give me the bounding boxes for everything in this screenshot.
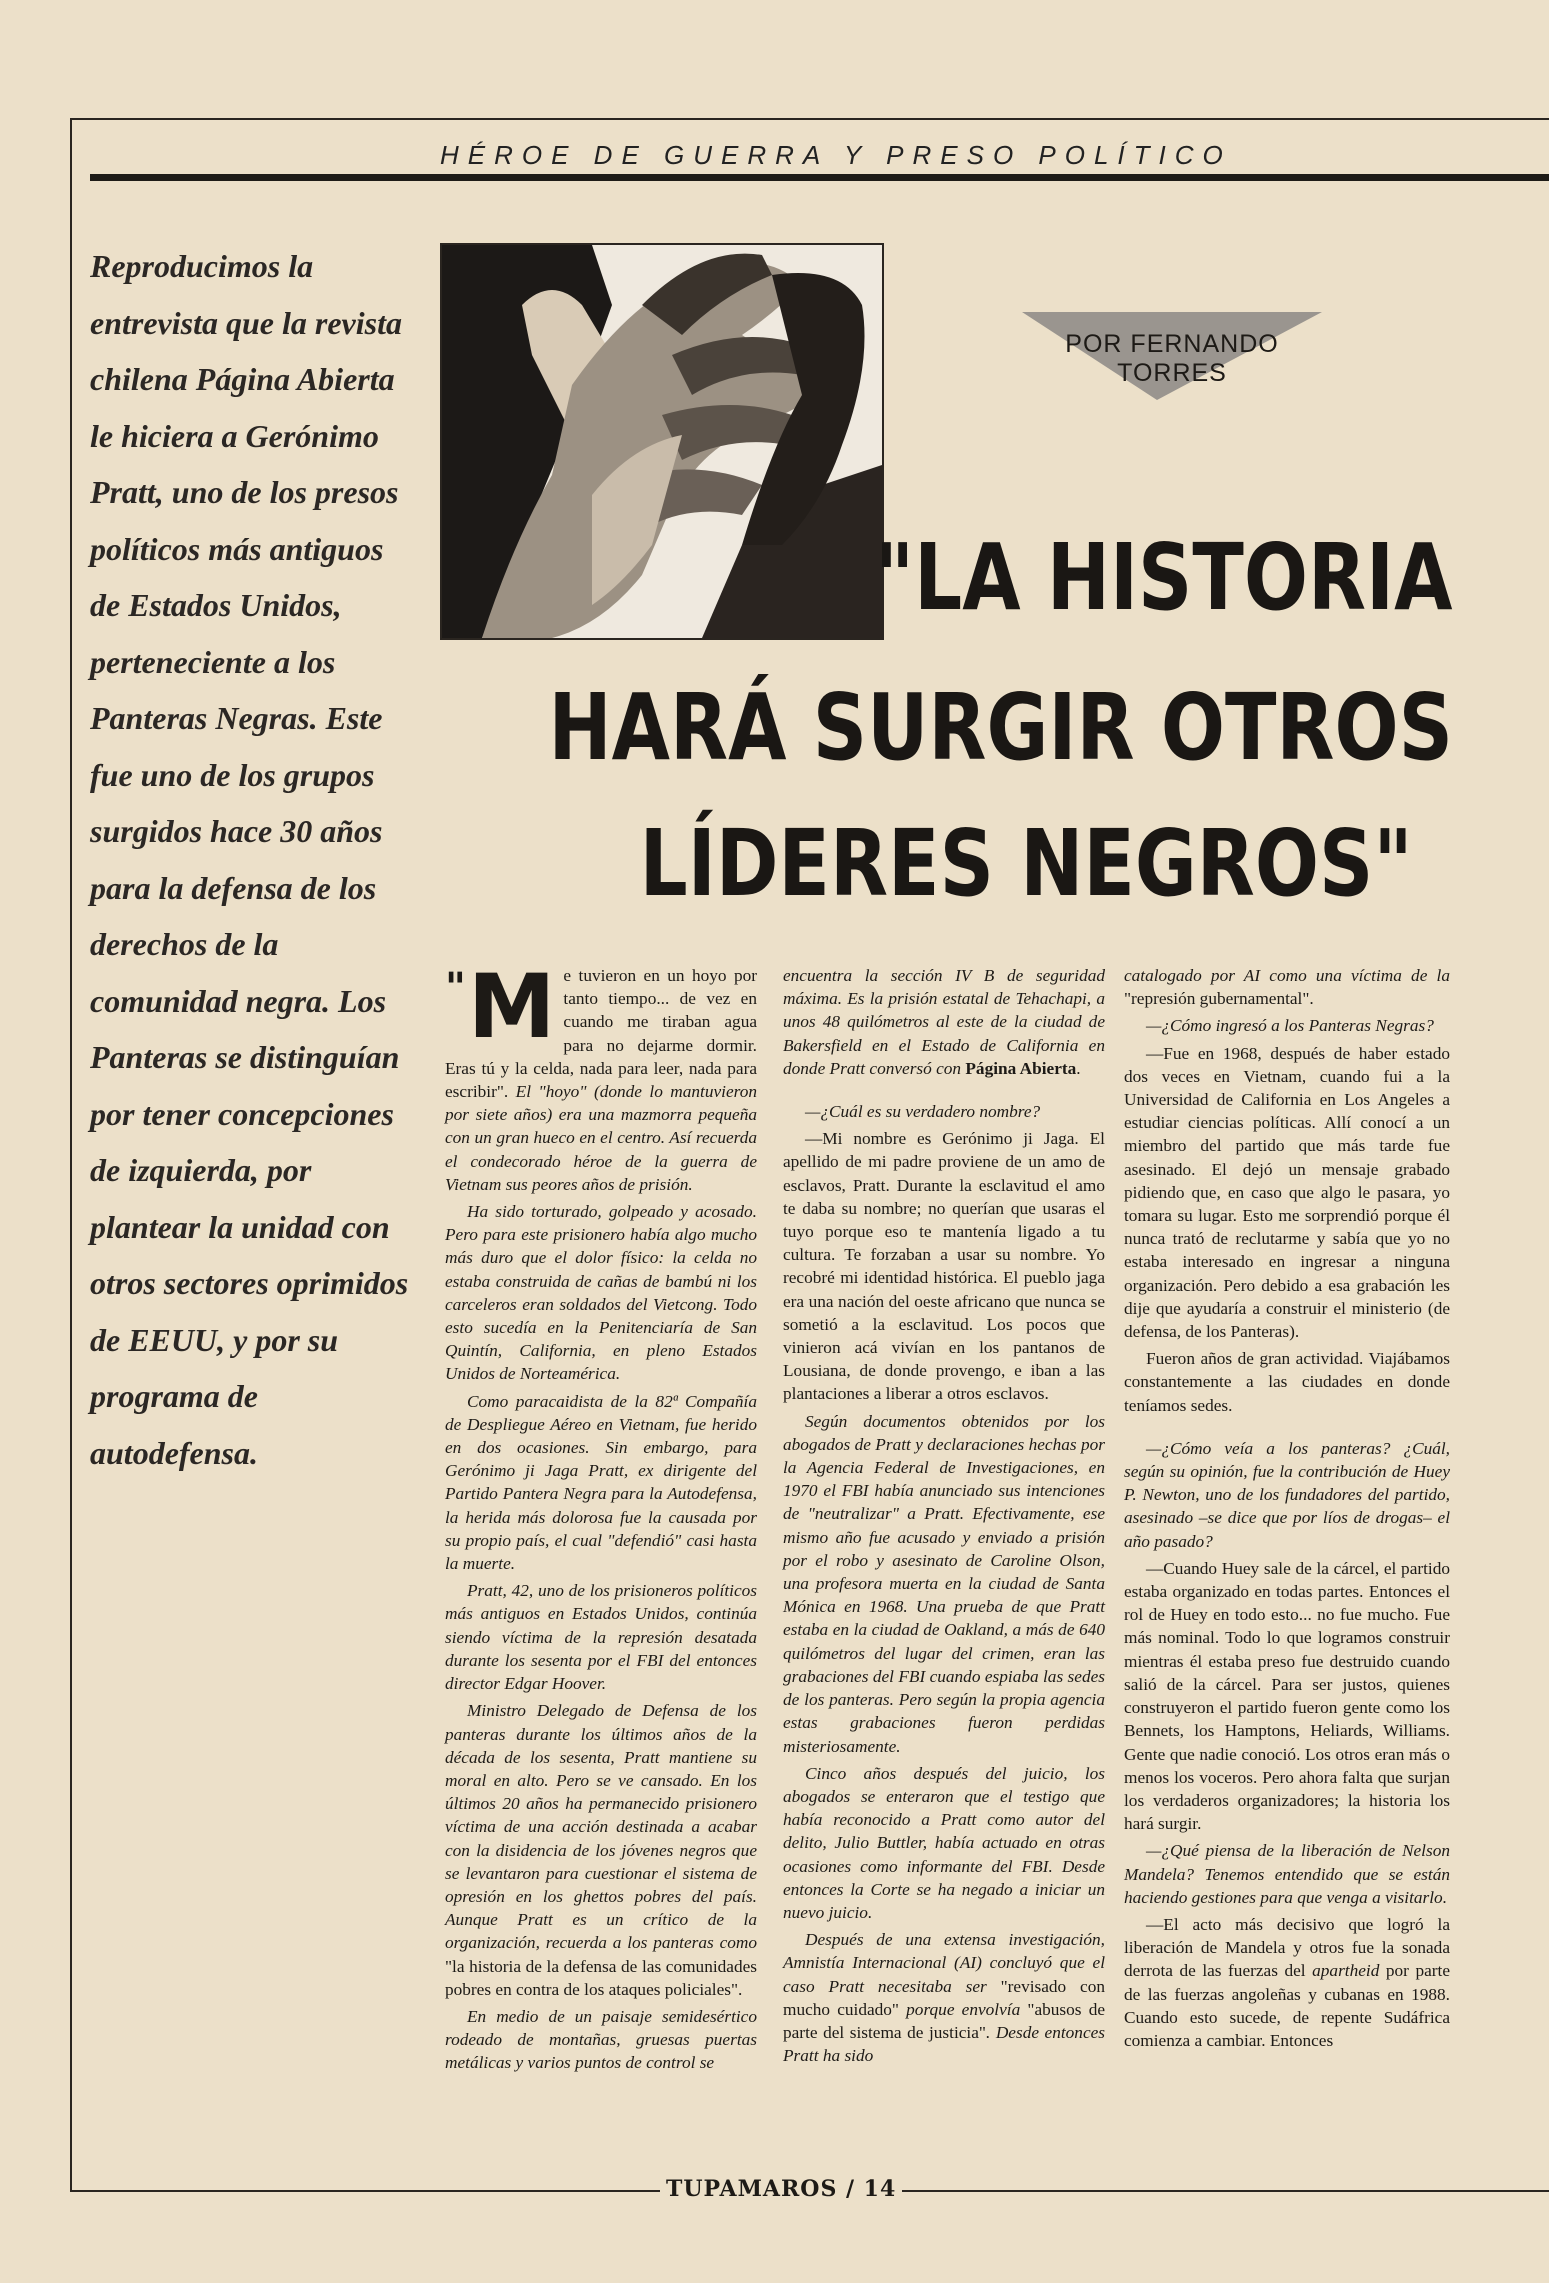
- interview-question: —¿Cuál es su verdadero nombre?: [805, 1102, 1041, 1122]
- headline-line-3: LÍDERES NEGROS": [640, 810, 1413, 917]
- article-paragraph: Según documentos obtenidos por los abogados de Pratt y declaraciones hechas por la Agencia Federal de Investigaciones, en 1970 el FBI había anunciado sus intenciones de "neutralizar" a Pratt. Efectivamente, ese mismo año fue acusado y enviado a prisión por el robo y asesinato de Caroline Olson, una profesora muerta en la ciudad de Santa Mónica en 1968. Una prueba de que Pratt estaba en la ciudad de Oakland, a más de 640 quilómetros del lugar del crimen, eran las grabaciones del FBI cuando espiaba las sedes de los panteras. Pero según la propia agencia estas grabaciones fueron perdidas misteriosamente.: [783, 1411, 1105, 1756]
- interview-question: —¿Cómo veía a los panteras? ¿Cuál, según su opinión, fue la contribución de Huey P. Newton, uno de los fundadores del partido, asesinado –se dice que por líos de drogas– el año pasado?: [1124, 1438, 1450, 1551]
- article-paragraph: Cinco años después del juicio, los abogados se enteraron que el testigo que había reconocido a Pratt como autor del delito, Julio Buttler, había actuado en otras ocasiones como informante del FBI. Desde entonces la Corte se ha negado a iniciar un nuevo juicio.: [783, 1763, 1105, 1922]
- article-column-1: [445, 955, 757, 2079]
- header-rule: [90, 174, 1549, 181]
- drop-cap: " M: [445, 955, 556, 1058]
- byline: POR FERNANDO TORRES: [1065, 330, 1279, 387]
- article-paragraph: " M e tuvieron en un hoyo por tanto tiempo... de vez en cuando me tiraban agua para no dejarme dormir. Eras tú y la celda, nada para leer, nada para escribir". El "hoyo" (donde lo mantuvieron por siete años) era una mazmorra pequeña con un gran hueco en el centro. Así recuerda el condecorado héroe de la guerra de Vietnam sus peores años de prisión.: [445, 955, 757, 1194]
- article-column-2: [783, 964, 1105, 2071]
- article-paragraph: Pratt, 42, uno de los prisioneros políticos más antiguos en Estados Unidos, continúa siendo víctima de la represión desatada durante los sesenta por el FBI del entonces director Edgar Hoover.: [445, 1581, 757, 1694]
- interview-answer: —El acto más decisivo que logró la liberación de Mandela y otros fue la sonada derrota de las fuerzas del apartheid por parte de las fuerzas angoleñas y cubanas en 1988. Cuando esto sucede, de repente Sudáfrica comienza a cambiar. Entonces: [1124, 1914, 1450, 2050]
- interview-question: —¿Qué piensa de la liberación de Nelson Mandela? Tenemos entendido que se están haciendo gestiones para que venga a visitarlo.: [1124, 1841, 1450, 1907]
- page-footer: TUPAMAROS / 14: [660, 2176, 902, 2202]
- headline-line-2: HARÁ SURGIR OTROS: [548, 674, 1453, 781]
- interview-answer: Fueron años de gran actividad. Viajábamos constantemente a las ciudades en donde teníamos sedes.: [1124, 1349, 1450, 1415]
- article-paragraph: Ha sido torturado, golpeado y acosado. Pero para este prisionero había algo mucho más duro que el dolor físico: la celda no estaba construida de cañas de bambú ni los carceleros eran soldados del Vietcong. Todo esto sucedía en la Penitenciaría de San Quintín, California, en pleno Estados Unidos de Norteamérica.: [445, 1202, 757, 1384]
- interview-answer: —Cuando Huey sale de la cárcel, el partido estaba organizado en todas partes. Entonces el rol de Huey en todo esto... no fue mucho. Fue más nominal. Todo lo que logramos construir mientras él estaba preso fue destruido cuando salió de la cárcel. Para ser justos, quienes construyeron el partido fueron gente como los Bennets, los Hamptons, Heliards, Williams. Gente que nadie conoció. Los otros eran más o menos los voceros. Pero ahora falta que surjan los verdaderos organizadores; la historia los hará surgir.: [1124, 1558, 1450, 1834]
- section-header: HÉROE DE GUERRA Y PRESO POLÍTICO: [440, 140, 1232, 170]
- article-paragraph: Después de una extensa investigación, Amnistía Internacional (AI) concluyó que el caso Pratt necesitaba ser "revisado con mucho cuidado" porque envolvía "abusos de parte del sistema de justicia". Desde entonces Pratt ha sido: [783, 1930, 1106, 2066]
- article-column-3: [1124, 964, 1450, 2056]
- article-paragraph: Ministro Delegado de Defensa de los panteras durante los últimos años de la década de los sesenta, Pratt mantiene su moral en alto. Pero se ve cansado. En los últimos 20 años ha permanecido prisionero víctima de una acción destinada a acabar con la disidencia de los jóvenes negros que se levantaron para cuestionar el sistema de opresión en los ghettos pobres del país. Aunque Pratt es un crítico de la organización, recuerda a los panteras como "la historia de la defensa de las comunidades pobres en contra de los ataques policiales".: [445, 1701, 757, 1999]
- clasped-hands-image: [442, 245, 882, 638]
- intro-text: Reproducimos la entrevista que la revista chilena Página Abierta le hiciera a Gerónimo Pratt, uno de los presos políticos más antiguos de Estados Unidos, perteneciente a los Panteras Negras. Este fue uno de los grupos surgidos hace 30 años para la defensa de los derechos de la comunidad negra. Los Panteras se distinguían por tener concepciones de izquierda, por plantear la unidad con otros sectores oprimidos de EEUU, y por su programa de autodefensa.: [90, 248, 409, 1471]
- interview-question: —¿Cómo ingresó a los Panteras Negras?: [1146, 1016, 1434, 1036]
- photo-clasped-hands: [440, 243, 884, 640]
- article-paragraph: En medio de un paisaje semidesértico rodeado de montañas, gruesas puertas metálicas y varios puntos de control se: [445, 2006, 757, 2073]
- article-paragraph: catalogado por AI como una víctima de la "represión gubernamental".: [1124, 966, 1450, 1009]
- headline-line-1: "LA HISTORIA: [875, 524, 1453, 631]
- interview-answer: —Mi nombre es Gerónimo ji Jaga. El apellido de mi padre proviene de un amo de esclavos, Pratt. Durante la esclavitud el amo te daba su nombre; no querían que usaras el tuyo porque eso te mantenía ligado a tu cultura. Te forzaban a usar su nombre. Yo recobré mi identidad histórica. El pueblo jaga era una nación del oeste africano que nunca se sometió a la esclavitud. Los pocos que vinieron acá vivían en los pantanos de Lousiana, de donde provengo, e iban a las plantaciones a liberar a otros esclavos.: [783, 1129, 1105, 1404]
- article-paragraph: encuentra la sección IV B de seguridad máxima. Es la prisión estatal de Tehachapi, a unos 48 quilómetros al este de la ciudad de Bakersfield en el Estado de California en donde Pratt conversó con Página Abierta.: [783, 966, 1105, 1078]
- interview-answer: —Fue en 1968, después de haber estado dos veces en Vietnam, cuando fui a la Universidad de California en Los Angeles a estudiar ciencias políticas. Allí conocí a un miembro del partido que más tarde fue asesinado. El dejó un mensaje grabado pidiendo que, en caso que algo le pasara, yo tomara su lugar. Esto me sorprendió porque él nunca trató de reclutarme y sabía que yo no estaba interesado en ingresar a ninguna organización. Pero debido a esa grabación les dije que ayudaría a construir el ministerio (de defensa, de los Panteras).: [1124, 1043, 1450, 1342]
- article-paragraph: Como paracaidista de la 82ª Compañía de Despliegue Aéreo en Vietnam, fue herido en dos ocasiones. Sin embargo, para Gerónimo ji Jaga Pratt, ex dirigente del Partido Pantera Negra para la Autodefensa, la herida más dolorosa fue la causada por su propio país, el cual "defendió" casi hasta la muerte.: [445, 1391, 757, 1574]
